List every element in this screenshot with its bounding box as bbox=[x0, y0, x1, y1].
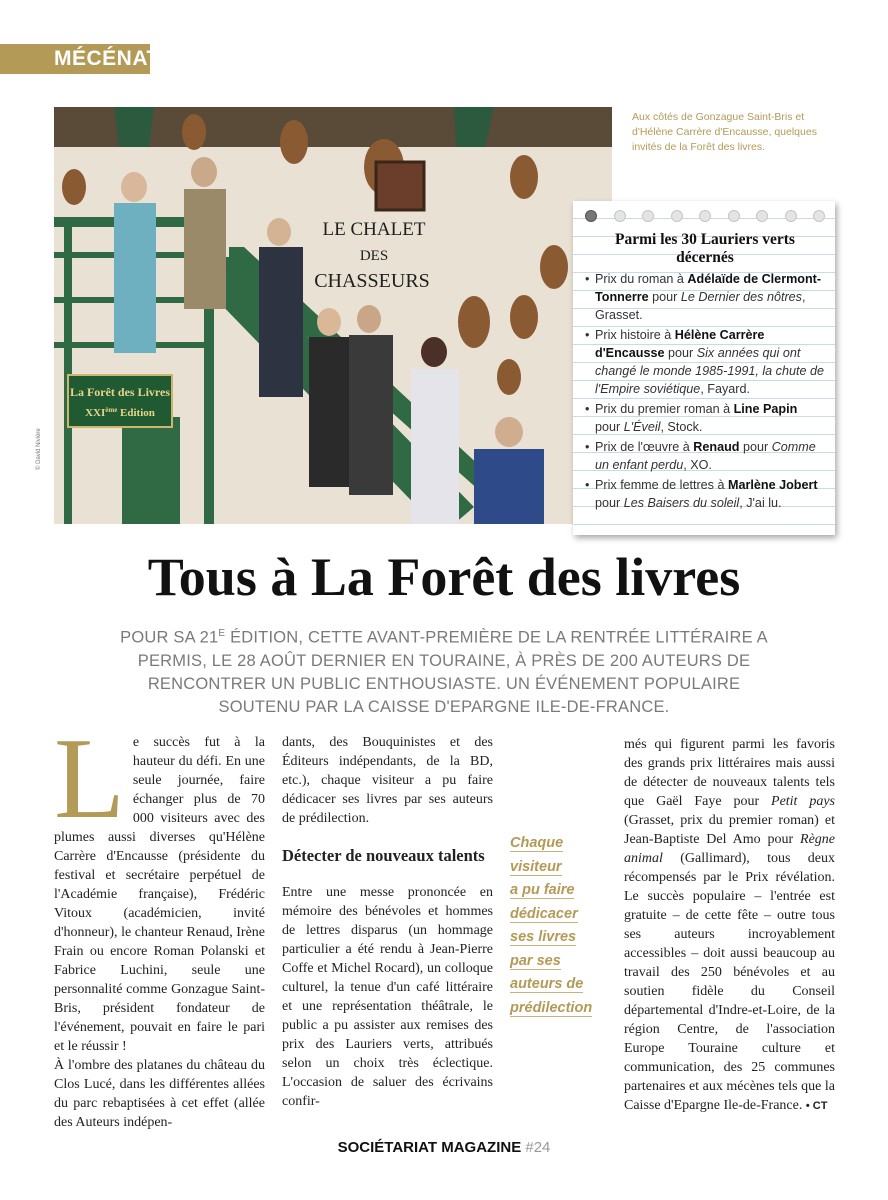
section-tag: MÉCÉNAT bbox=[0, 44, 150, 74]
article-subheading: Détecter de nouveaux talents bbox=[282, 846, 485, 865]
prize-item: • Prix histoire à Hélène Carrère d'Encausse pour Six années qui ont changé le monde 1985-1991, la chute de l'Empire soviétique, Fayard. bbox=[585, 326, 825, 398]
prize-item: • Prix de l'œuvre à Renaud pour Comme un enfant perdu, XO. bbox=[585, 438, 825, 474]
paragraph: e succès fut à la hauteur du défi. En une seule journée, faire échanger plus de 70 000 visiteurs avec des plumes aussi diverses qu'Hélène Carrère d'Encausse (présidente du festival et secrétaire perpétuel de l'Académie française), Frédéric Vitoux (académicien, invité d'honneur), le chanteur Renaud, Irène Frain ou encore Roman Polanski et Fabrice Luchini, seule une personnalité comme Gonzague Saint-Bris, président fondateur de l'événement, pouvait en faire le pari et le réussir ! bbox=[54, 735, 265, 1054]
prize-item: • Prix du roman à Adélaïde de Clermont-Tonnerre pour Le Dernier des nôtres, Grasset. bbox=[585, 270, 825, 324]
svg-text:LE CHALET: LE CHALET bbox=[322, 219, 426, 240]
svg-text:DES: DES bbox=[359, 248, 389, 264]
article-headline: Tous à La Forêt des livres bbox=[147, 547, 741, 607]
article-column-1 bbox=[54, 715, 265, 1132]
paragraph: Entre une messe prononcée en mémoire des bénévoles et hommes de lettres disparus (un hommage particulier a été rendu à Jean-Pierre Coffe et Michel Rocard), un colloque culturel, la tenue d'un café littéraire et une représentation théâtrale, le public a pu assister aux remises des prix des Lauriers verts, attribués selon un choix très éclectique. L'occasion de saluer des écrivains confir- bbox=[282, 885, 493, 1109]
svg-text:XXIème Edition: XXIème Edition bbox=[85, 406, 155, 419]
prize-item: • Prix du premier roman à Line Papin pour L'Éveil, Stock. bbox=[585, 400, 825, 436]
svg-text:CHASSEURS: CHASSEURS bbox=[314, 270, 430, 292]
photo-credit: © David Nivière bbox=[36, 428, 42, 470]
paragraph: dants, des Bouquinistes et des Éditeurs indépendants, de la BD, etc.), chaque visiteur a pu faire dédicacer ses livres par ses auteurs de prédilection. bbox=[282, 735, 493, 826]
svg-text:La Forêt des Livres: La Forêt des Livres bbox=[69, 385, 171, 399]
notepad-binding-holes bbox=[585, 210, 825, 222]
author-signature: • CT bbox=[805, 1100, 828, 1112]
magazine-name: SOCIÉTARIAT MAGAZINE bbox=[337, 1139, 522, 1156]
photo-illustration bbox=[54, 107, 612, 524]
issue-number: #24 bbox=[525, 1139, 551, 1156]
article-standfirst: POUR SA $21^E$ ÉDITION, CETTE AVANT-PREMIÈRE DE LA RENTRÉE LITTÉRAIRE A PERMIS, LE 28 AOÛT DERNIER EN TOURAINE, À PRÈS DE 200 AUTEURS DE RENCONTRER UN PUBLIC ENTHOUSIASTE. UN ÉVÉNEMENT POPULAIRE SOUTENU PAR LA CAISSE D'EPARGNE ILE-DE-FRANCE. bbox=[120, 628, 768, 716]
drop-cap: L bbox=[54, 715, 125, 843]
paragraph: més qui figurent parmi les favoris des grands prix littéraires mais aussi de détecter de nouveaux talents tels que Gaël Faye pour Petit pays (Grasset, prix du premier roman) et Jean-Baptiste Del Amo pour Règne animal (Gallimard), tous deux récompensés par le Prix révélation. Le succès populaire – l'entrée est gratuite – de cette fête – outre tous ses auteurs incroyablement accessibles – doit aussi beaucoup au travail des 250 bénévoles et au soutien fidèle du Conseil départemental d'Indre-et-Loire, de la région Centre, de l'association Europe Touraine culture et communication, des 25 communes partenaires et aux mécènes tels que la Caisse d'Epargne Ile-de-France. • CT bbox=[624, 737, 835, 1113]
photo-caption: Aux côtés de Gonzague Saint-Bris et d'Hélène Carrère d'Encausse, quelques invités de la Forêt des livres. bbox=[632, 111, 817, 153]
prizes-list bbox=[585, 270, 825, 512]
prizes-title: Parmi les 30 Lauriers verts décernés bbox=[615, 231, 795, 266]
pull-quote: Chaque visiteur a pu faire dédicacer ses livres par ses auteurs de prédilection bbox=[510, 835, 593, 1016]
article-column-2 bbox=[282, 733, 493, 1111]
paragraph: À l'ombre des platanes du château du Clos Lucé, dans les différentes allées du parc rebaptisées à cet effet (allée des Auteurs indépen- bbox=[54, 1058, 265, 1130]
page-footer bbox=[0, 1139, 888, 1156]
event-photo bbox=[54, 107, 612, 524]
prize-item: • Prix femme de lettres à Marlène Jobert pour Les Baisers du soleil, J'ai lu. bbox=[585, 476, 825, 512]
article-column-3 bbox=[624, 735, 835, 1116]
prizes-notepad bbox=[573, 201, 835, 535]
